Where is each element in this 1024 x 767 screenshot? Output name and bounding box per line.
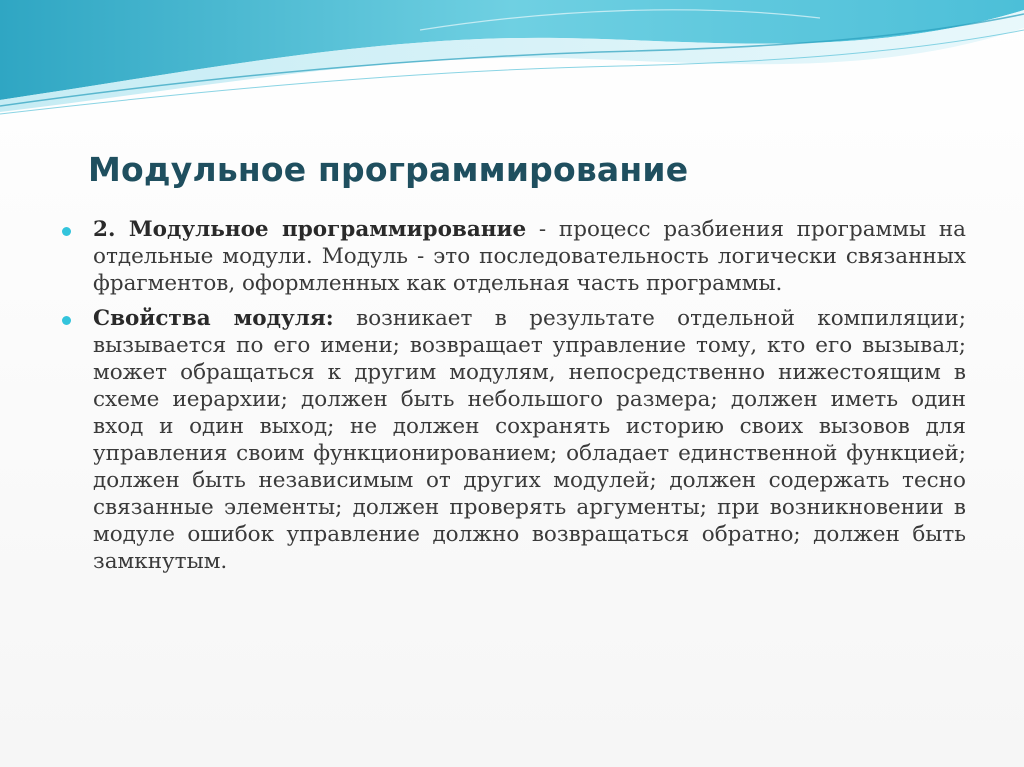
bullet-item: [60, 305, 966, 575]
bullet-item: [60, 216, 966, 297]
decorative-wave-header: [0, 0, 1024, 130]
bullet-marker: [62, 316, 71, 325]
bullet-lead: Свойства модуля:: [93, 306, 334, 331]
slide-title: Модульное программирование: [88, 150, 689, 189]
bullet-body: - процесс разбиения программы на отдельные модули. Модуль - это последовательность логически связанных фрагментов, оформленных как отдельная часть программы.: [93, 217, 966, 296]
bullet-marker: [62, 227, 71, 236]
bullet-text: [93, 216, 966, 297]
bullet-list: [60, 216, 966, 583]
bullet-body: возникает в результате отдельной компиляции; вызывается по его имени; возвращает управление тому, кто его вызывал; может обращаться к другим модулям, непосредственно нижестоящим в схеме иерархии; должен быть небольшого размера; должен иметь один вход и один выход; не должен сохранять историю своих вызовов для управления своим функционированием; обладает единственной функцией; должен быть независимым от других модулей; должен содержать тесно связанные элементы; должен проверять аргументы; при возникновении в модуле ошибок управление должно возвращаться обратно; должен быть замкнутым.: [93, 306, 966, 574]
bullet-text: [93, 305, 966, 575]
bullet-lead: 2. Модульное программирование: [93, 217, 527, 242]
